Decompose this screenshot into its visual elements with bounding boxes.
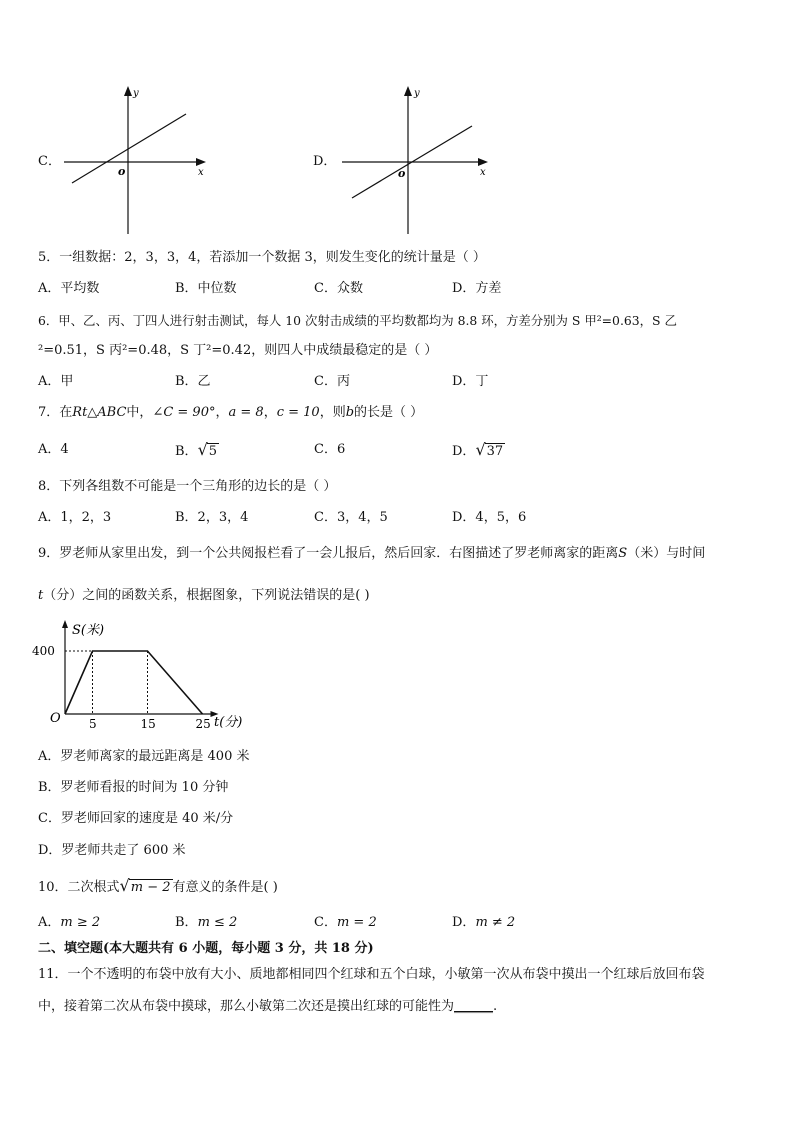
q11-answer-blank[interactable]: ______ (454, 999, 494, 1014)
graph-d-y-label: y (414, 88, 420, 99)
q10-option-c: C．m = 2 (314, 915, 377, 930)
option-c-label: C． (38, 154, 61, 169)
q7-option-c: C．6 (314, 442, 346, 457)
q5-option-d: D．方差 (452, 281, 502, 296)
q8-option-b: B．2，3，4 (175, 510, 249, 525)
q7-angle: ∠C = 90° (152, 405, 216, 420)
q6-stem-line1: 6．甲、乙、丙、丁四人进行射击测试，每人 10 次射击成绩的平均数都均为 8.8 环，方差分别为 S 甲²=0.63，S 乙 (38, 313, 677, 328)
q9-stem-line2: t（分）之间的函数关系，根据图象，下列说法错误的是( ) (38, 588, 370, 603)
q7-a: a = 8 (228, 405, 264, 420)
q10-option-d: D．m ≠ 2 (452, 915, 516, 930)
q9-y-axis-arrow (62, 620, 68, 628)
q9-chart-ylabel: S(米) (72, 623, 105, 638)
q9-option-b: B．罗老师看报的时间为 10 分钟 (38, 780, 229, 795)
q5-option-c: C．众数 (314, 281, 363, 296)
q6-option-b: B．乙 (175, 374, 211, 389)
q9-option-d: D．罗老师共走了 600 米 (38, 843, 186, 858)
graph-d (338, 84, 490, 236)
q9-chart-xlabel: t(分) (214, 715, 243, 730)
q5-stem: 5．一组数据：2，3，3，4，若添加一个数据 3，则发生变化的统计量是（ ） (38, 250, 486, 265)
q7-stem: 7．在Rt△ABC中，∠C = 90°，a = 8，c = 10，则b的长是（ ） (38, 405, 424, 420)
q9-series-line (65, 651, 203, 714)
q6-option-d: D．丁 (452, 374, 489, 389)
q9-stem-line1: 9．罗老师从家里出发，到一个公共阅报栏看了一会儿报后，然后回家．右图描述了罗老师离家的距离S（米）与时间 (38, 546, 706, 561)
q9-option-c: C．罗老师回家的速度是 40 米/分 (38, 811, 234, 826)
graph-c-y-label: y (133, 88, 139, 99)
q9-x-tick-15: 15 (140, 717, 156, 731)
q11-line1: 11．一个不透明的布袋中放有大小、质地都相同四个红球和五个白球，小敏第一次从布袋中摸出一个红球后放回布袋 (38, 967, 705, 982)
q6-option-a: A．甲 (38, 374, 74, 389)
graph-c-x-label: x (198, 167, 204, 178)
q9-distance-time-chart (30, 618, 260, 736)
q5-option-b: B．中位数 (175, 281, 237, 296)
q11-line2: 中，接着第二次从布袋中摸球，那么小敏第二次还是摸出红球的可能性为______. (38, 999, 498, 1014)
q8-stem: 8．下列各组数不可能是一个三角形的边长的是（ ） (38, 479, 337, 494)
q7-option-a: A．4 (38, 442, 69, 457)
q10-option-a: A．m ≥ 2 (38, 915, 101, 930)
q10-stem: 10．二次根式√m − 2 有意义的条件是( ) (38, 876, 278, 895)
q8-option-a: A．1，2，3 (38, 510, 112, 525)
q6-stem-line2: ²=0.51，S 丙²=0.48，S 丁²=0.42，则四人中成绩最稳定的是（ ） (38, 343, 438, 358)
q9-x-tick-25: 25 (195, 717, 211, 731)
section2-title: 二、填空题(本大题共有 6 小题，每小题 3 分，共 18 分) (38, 941, 374, 956)
q10-radicand: m − 2 (130, 880, 171, 895)
graph-c (60, 84, 210, 236)
graph-c-origin-label: o (118, 165, 126, 178)
q7-option-b: B．√5 (175, 440, 218, 459)
q8-option-d: D．4，5，6 (452, 510, 527, 525)
q9-x-tick-5: 5 (89, 717, 97, 731)
q8-option-c: C．3，4，5 (314, 510, 388, 525)
q9-y-tick-400: 400 (32, 644, 55, 658)
q9-chart-origin: O (50, 711, 61, 726)
q7-c: c = 10 (276, 405, 320, 420)
graph-d-x-label: x (480, 167, 486, 178)
q7-triangle: Rt△ABC (72, 405, 127, 420)
q5-option-a: A．平均数 (38, 281, 100, 296)
q9-option-a: A．罗老师离家的最远距离是 400 米 (38, 749, 250, 764)
q7-option-d: D．√37 (452, 440, 504, 459)
graph-d-origin-label: o (398, 167, 406, 180)
q6-option-c: C．丙 (314, 374, 350, 389)
q10-option-b: B．m ≤ 2 (175, 915, 238, 930)
option-d-label: D． (313, 154, 337, 169)
